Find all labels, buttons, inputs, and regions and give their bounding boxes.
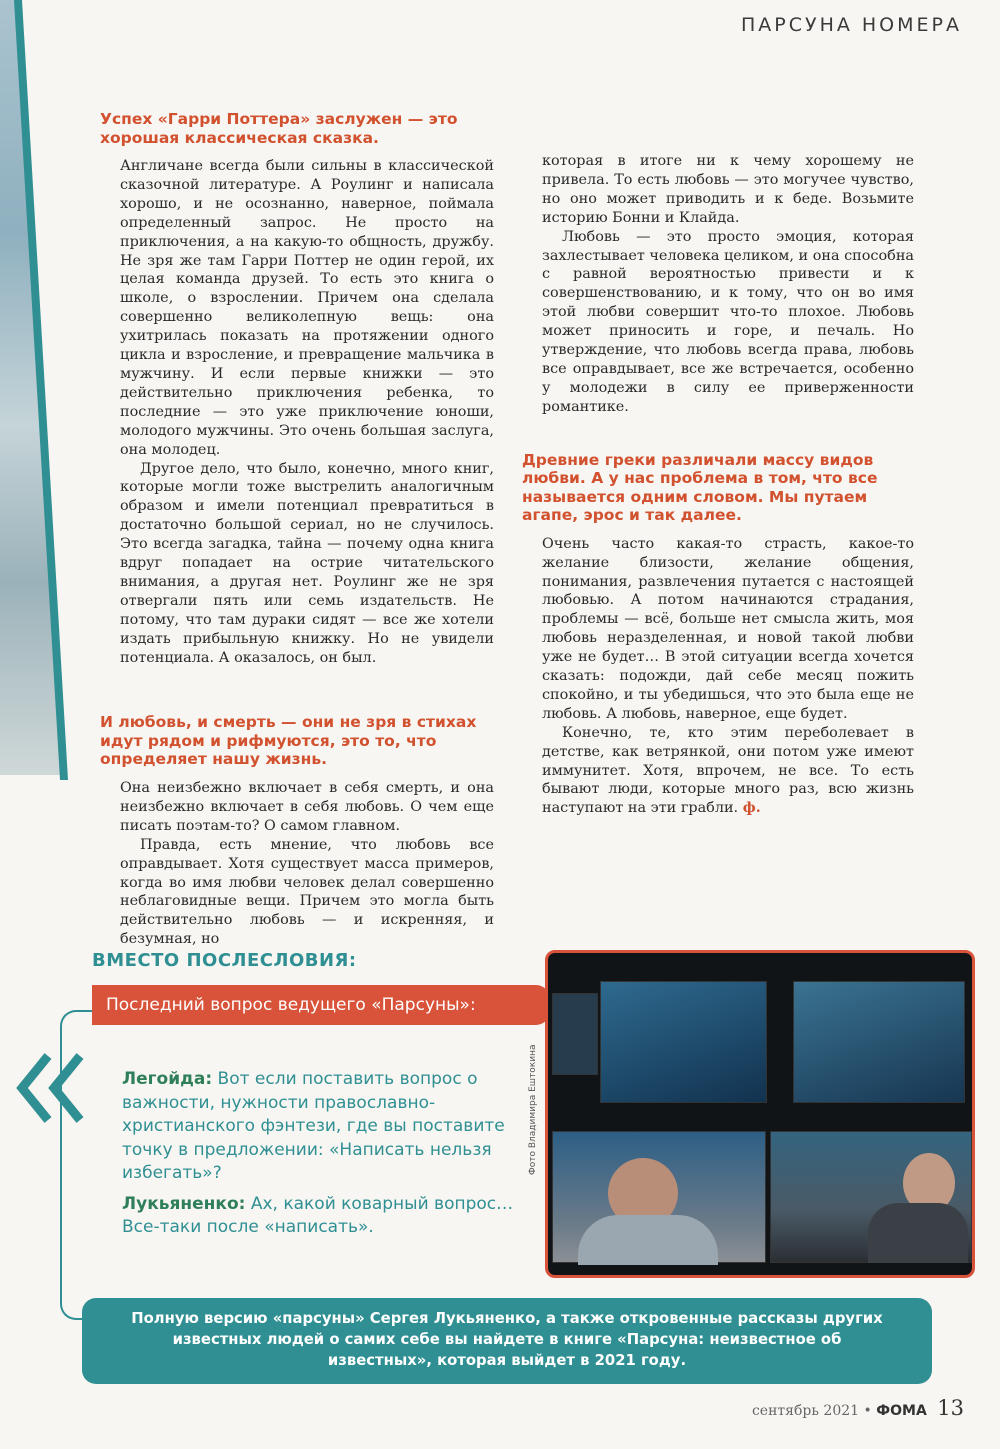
paragraph: Очень часто какая-то страсть, какое-то желание близости, желание общения, понимания, развлечения путается с настоящей любовью. А потом начинаются страдания, проблемы — всё, больше нет смысла жить, моя любовь неразделенная, и новой такой любви уже не будет… В этой ситуации всегда хочется сказать: подожди, дай себе месяц пожить спокойно, и ты убедишься, что это была еще не любовь. А любовь, наверное, еще будет. bbox=[542, 535, 914, 722]
monitor-screen bbox=[552, 993, 598, 1075]
paragraph: Она неизбежно включает в себя смерть, и она неизбежно включает в себя любовь. О чем еще писать поэтам-то? О самом главном. bbox=[120, 779, 494, 834]
speaker-text: Ах, какой коварный вопрос… Все-таки после «написать». bbox=[122, 1193, 514, 1237]
dialog bbox=[122, 1068, 517, 1247]
paragraph-text: Конечно, те, кто этим переболевает в детстве, как ветрянкой, они потом уже имеют иммунитет. Хотя, впрочем, не все. То есть бывают люди, которые много раз, всю жизнь наступают на эти грабли. bbox=[542, 724, 914, 817]
pull-quote: Успех «Гарри Поттера» заслужен — это хорошая классическая сказка. bbox=[100, 110, 458, 147]
pull-quote: Древние греки различали массу видов любви. А у нас проблема в том, что все называется одним словом. Мы путаем агапе, эрос и так далее. bbox=[522, 450, 878, 525]
edge-photo bbox=[0, 0, 62, 775]
page-footer bbox=[752, 1396, 964, 1420]
dialog-line-2 bbox=[122, 1193, 517, 1240]
paragraph: Англичане всегда были сильны в классической сказочной литературе. А Роулинг и написала хорошо, и не осознанно, наверное, поймала определенный запрос. Не просто на приключения, а на какую-то общность, дружбу. Не зря же там Гарри Поттер не один герой, их целая команда друзей. То есть это книга о школе, о взрослении. Причем она сделала совершенно великолепную вещь: она ухитрилась показать на протяжении одного цикла и взросление, и превращение мальчика в мужчину. И если первые книжки — это действительно приключения ребенка, то последние — это уже приключение юноши, молодого мужчины. Это очень большая заслуга, она молодец. bbox=[120, 158, 494, 458]
person-silhouette bbox=[868, 1203, 968, 1263]
separator: • bbox=[863, 1403, 872, 1419]
dialog-line-1 bbox=[122, 1068, 517, 1186]
speaker-text: Вот если поставить вопрос о важности, нужности православно-христианского фэнтези, где вы поставите точку в предложении: «Написать нельзя избегать»? bbox=[122, 1069, 505, 1183]
speaker-name: Лукьяненко: bbox=[122, 1193, 246, 1214]
end-mark: ф. bbox=[742, 799, 761, 817]
afterword-title: ВМЕСТО ПОСЛЕСЛОВИЯ: bbox=[92, 950, 357, 971]
magazine-name: ФОМА bbox=[876, 1403, 927, 1419]
issue-date: сентябрь 2021 bbox=[751, 1403, 860, 1419]
tv-studio-photo bbox=[545, 950, 975, 1278]
monitor-screen bbox=[600, 981, 767, 1103]
right-column bbox=[522, 152, 914, 818]
person-silhouette bbox=[578, 1215, 718, 1265]
paragraph bbox=[542, 724, 914, 819]
pull-quote: И любовь, и смерть — они не зря в стихах идут рядом и рифмуются, это то, что определяет нашу жизнь. bbox=[100, 713, 477, 769]
photo-credit: Фото Владимира Ештокина bbox=[528, 1044, 538, 1175]
left-column bbox=[100, 110, 494, 949]
chevron-left-icon bbox=[14, 1048, 94, 1128]
paragraph: которая в итоге ни к чему хорошему не привела. То есть любовь — это могучее чувство, но оно может приводить и к беде. Возьмите историю Бонни и Клайда. bbox=[542, 153, 914, 226]
rubric: ПАРСУНА НОМЕРА bbox=[740, 14, 962, 36]
page-number: 13 bbox=[937, 1396, 964, 1420]
paragraph: Другое дело, что было, конечно, много книг, которые могли тоже выстрелить аналогичным образом и имели потенциал превратиться в достаточно большой сериал, но не случилось. Это всегда загадка, тайна — почему одна книга вдруг попадает на острие читательского внимания, а другая нет. Роулинг же не зря отвергали пять или семь издательств. Не потому, что там дураки сидят — все же хотели издать прибыльную книжку. Но не увидели потенциала. А оказалось, он был. bbox=[120, 460, 494, 666]
book-banner: Полную версию «парсуны» Сергея Лукьяненко, а также откровенные рассказы других известных людей о самих себе вы найдете в книге «Парсуна: неизвестное об известных», которая выйдет в 2021 году. bbox=[82, 1298, 932, 1384]
monitor-screen bbox=[793, 981, 965, 1103]
paragraph: Любовь — это просто эмоция, которая захлестывает человека целиком, и она способна с равной вероятностью привести и к совершенствованию, и к тому, что он во имя этой любви совершит что-то плохое. Любовь может приносить и горе, и печаль. Но утверждение, что любовь всегда права, любовь все оправдывает, все же встречается, особенно у молодежи в силу ее приверженности романтике. bbox=[542, 228, 914, 415]
question-tab: Последний вопрос ведущего «Парсуны»: bbox=[92, 985, 550, 1025]
paragraph: Правда, есть мнение, что любовь все оправдывает. Хотя существует масса примеров, когда во имя любви человек делал совершенно неблаговидные вещи. Причем это могла быть действительно любовь — и искренняя, и безумная, но bbox=[120, 836, 494, 948]
speaker-name: Легойда: bbox=[122, 1069, 213, 1089]
